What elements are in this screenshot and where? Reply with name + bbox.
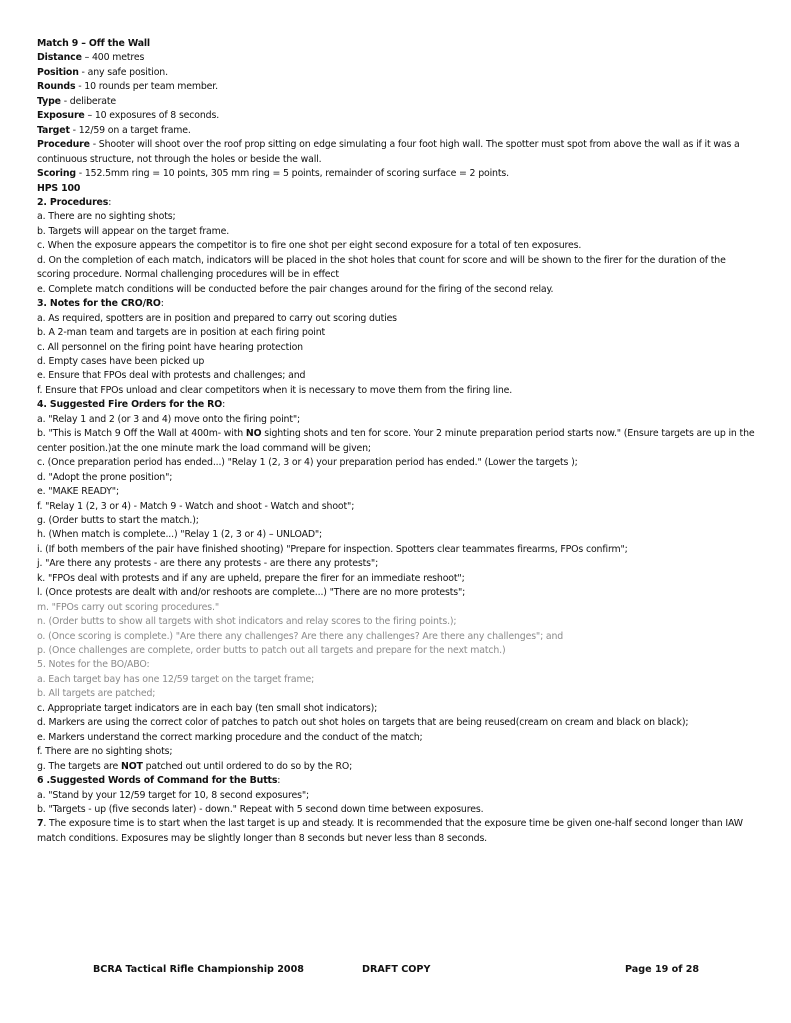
fire-order-item: h. (When match is complete...) "Relay 1 (2, 3 or 4) – UNLOAD"; bbox=[37, 529, 323, 541]
notes-bo-heading: 5. Notes for the BO/ABO: bbox=[37, 659, 150, 671]
note-7: 7. The exposure time is to start when the last target is up and steady. It is recommended that the exposure time be given one-half second longer than IAW match conditions. Exposures may be slightly longer than 8 seconds but never less than 8 seconds. bbox=[37, 818, 743, 844]
fire-order-item: j. "Are there any protests - are there any protests - are there any protests"; bbox=[37, 558, 379, 570]
notes-bo-item: c. Appropriate target indicators are in each bay (ten small shot indicators); bbox=[37, 702, 378, 714]
exposure-line: Exposure – 10 exposures of 8 seconds. bbox=[37, 110, 220, 122]
fire-order-item: k. "FPOs deal with protests and if any are upheld, prepare the firer for an immediate reshoot"; bbox=[37, 572, 465, 584]
fire-order-item: a. "Relay 1 and 2 (or 3 and 4) move onto the firing point"; bbox=[37, 413, 301, 425]
notes-ro-item: b. A 2-man team and targets are in position at each firing point bbox=[37, 327, 326, 339]
procedures-heading: 2. Procedures: bbox=[37, 196, 112, 208]
procedures-item: d. On the completion of each match, indicators will be placed in the shot holes that count for score and will be shown to the firer for the duration of the scoring procedure. Normal challenging procedures will be in effect bbox=[37, 254, 726, 281]
footer-page-number: Page 19 of 28 bbox=[625, 964, 700, 975]
notes-ro-item: a. As required, spotters are in position and prepared to carry out scoring duties bbox=[37, 312, 397, 324]
fire-order-item: e. "MAKE READY"; bbox=[37, 486, 119, 498]
fire-order-item-faded: o. (Once scoring is complete.) "Are there any challenges? Are there any challenges? Are there any challenges"; and bbox=[37, 630, 564, 642]
notes-bo-item-faded: b. All targets are patched; bbox=[37, 688, 156, 700]
footer-draft-label: DRAFT COPY bbox=[362, 964, 431, 975]
fire-order-item: g. (Order butts to start the match.); bbox=[37, 514, 199, 526]
notes-bo-item: e. Markers understand the correct marking procedure and the conduct of the match; bbox=[37, 731, 423, 743]
document-page bbox=[37, 37, 755, 846]
target-line: Target - 12/59 on a target frame. bbox=[37, 124, 191, 136]
match-title: Match 9 – Off the Wall bbox=[37, 38, 150, 49]
notes-bo-item: d. Markers are using the correct color of patches to patch out shot holes on targets that are being reused(cream on cream and black on black); bbox=[37, 717, 689, 729]
rounds-line: Rounds - 10 rounds per team member. bbox=[37, 81, 218, 93]
butts-item: a. "Stand by your 12/59 target for 10, 8 second exposures"; bbox=[37, 789, 309, 801]
procedures-item: b. Targets will appear on the target frame. bbox=[37, 225, 230, 237]
notes-ro-item: f. Ensure that FPOs unload and clear competitors when it is necessary to move them from the firing line. bbox=[37, 384, 513, 396]
notes-ro-item: d. Empty cases have been picked up bbox=[37, 355, 205, 367]
fire-order-item: l. (Once protests are dealt with and/or reshoots are complete...) "There are no more protests"; bbox=[37, 587, 466, 599]
butts-heading: 6 .Suggested Words of Command for the Butts: bbox=[37, 775, 281, 787]
fire-orders-heading: 4. Suggested Fire Orders for the RO: bbox=[37, 399, 226, 411]
fire-order-item: f. "Relay 1 (2, 3 or 4) - Match 9 - Watch and shoot - Watch and shoot"; bbox=[37, 500, 355, 512]
scoring-line: Scoring - 152.5mm ring = 10 points, 305 mm ring = 5 points, remainder of scoring surface = 2 points. bbox=[37, 168, 509, 180]
distance-line: Distance – 400 metres bbox=[37, 52, 145, 64]
fire-order-item-faded: p. (Once challenges are complete, order butts to patch out all targets and prepare for the next match.) bbox=[37, 645, 506, 657]
notes-bo-item-faded: a. Each target bay has one 12/59 target on the target frame; bbox=[37, 673, 315, 685]
notes-ro-heading: 3. Notes for the CRO/RO: bbox=[37, 298, 164, 310]
fire-order-item: d. "Adopt the prone position"; bbox=[37, 471, 173, 483]
fire-order-item: b. "This is Match 9 Off the Wall at 400m- with NO sighting shots and ten for score. Your 2 minute preparation period starts now." (Ensure targets are up in the center position.)at the one minute mark the load command will be given; bbox=[37, 428, 755, 454]
notes-ro-item: e. Ensure that FPOs deal with protests and challenges; and bbox=[37, 370, 306, 382]
hps-line: HPS 100 bbox=[37, 182, 81, 194]
fire-order-item-faded: m. "FPOs carry out scoring procedures." bbox=[37, 601, 219, 613]
position-line: Position - any safe position. bbox=[37, 66, 168, 78]
fire-order-item: i. (If both members of the pair have finished shooting) "Prepare for inspection. Spotters clear teammates firearms, FPOs confirm"; bbox=[37, 543, 628, 555]
notes-bo-item: f. There are no sighting shots; bbox=[37, 746, 173, 758]
footer-title: BCRA Tactical Rifle Championship 2008 bbox=[93, 964, 304, 975]
notes-bo-item: g. The targets are NOT patched out until ordered to do so by the RO; bbox=[37, 760, 353, 772]
butts-item: b. "Targets - up (five seconds later) - down." Repeat with 5 second down time between exposures. bbox=[37, 804, 484, 816]
procedures-item: a. There are no sighting shots; bbox=[37, 211, 176, 223]
fire-order-item: c. (Once preparation period has ended...) "Relay 1 (2, 3 or 4) your preparation period has ended." (Lower the targets ); bbox=[37, 457, 578, 469]
procedure-line: Procedure - Shooter will shoot over the roof prop sitting on edge simulating a four foot high wall. The spotter must spot from above the wall as if it was a continuous structure, not through the holes or beside the wall. bbox=[37, 139, 740, 165]
notes-ro-item: c. All personnel on the firing point have hearing protection bbox=[37, 341, 303, 353]
page-footer bbox=[0, 964, 791, 978]
fire-order-item-faded: n. (Order butts to show all targets with shot indicators and relay scores to the firing points.); bbox=[37, 616, 457, 628]
procedures-item: c. When the exposure appears the competitor is to fire one shot per eight second exposure for a total of ten exposures. bbox=[37, 240, 582, 252]
procedures-item: e. Complete match conditions will be conducted before the pair changes around for the firing of the second relay. bbox=[37, 283, 554, 295]
type-line: Type - deliberate bbox=[37, 95, 116, 107]
